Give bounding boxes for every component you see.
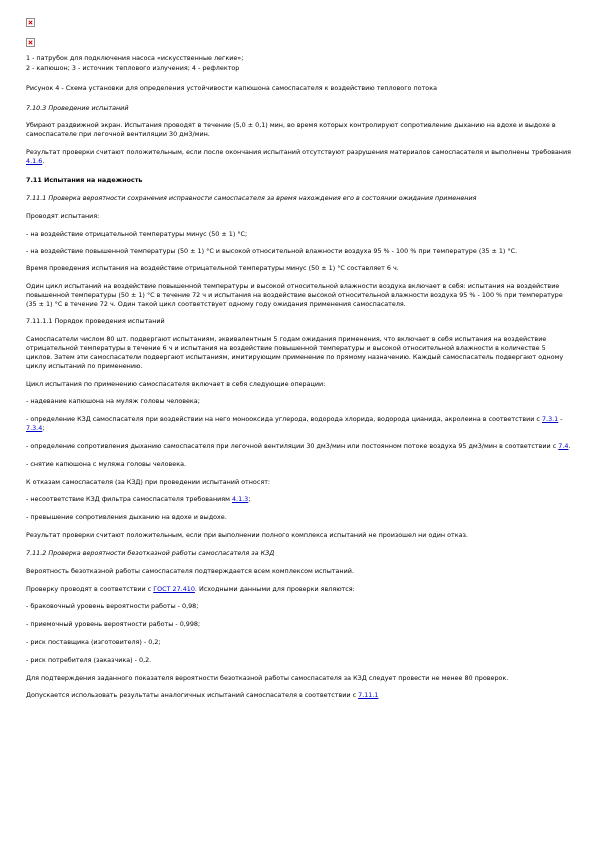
paragraph-text: Проверку проводят в соответствии с <box>26 585 154 593</box>
list-item <box>26 442 571 451</box>
link-7-11-1[interactable]: 7.11.1 <box>358 691 379 699</box>
link-4-1-3[interactable]: 4.1.3 <box>231 495 249 503</box>
paragraph-text: . <box>42 157 45 165</box>
list-item <box>26 415 571 433</box>
broken-image-icon <box>26 38 35 47</box>
list-item-text: - <box>558 415 563 423</box>
list-item-text: - несоответствие КЗД фильтра самоспасателя требованиям <box>26 495 232 503</box>
link-7-3-1[interactable]: 7.3.1 <box>541 415 559 423</box>
section-heading-7-11-2: 7.11.2 Проверка вероятности безотказной работы самоспасателя за КЗД <box>26 549 275 557</box>
paragraph: Время проведения испытания на воздействие отрицательной температуры минус (50 ± 1) °С составляет 6 ч. <box>26 264 399 272</box>
paragraph: Вероятность безотказной работы самоспасателя подтверждается всем комплексом испытаний. <box>26 567 354 575</box>
section-heading-7-10-3: 7.10.3 Проведение испытаний <box>26 104 129 112</box>
broken-image-icon <box>26 18 35 27</box>
paragraph <box>26 585 571 594</box>
list-item-text: - определение сопротивления дыханию самоспасателя при легочной вентиляции 30 дм3/мин или постоянном потоке воздуха 95 дм3/мин в соответствии с <box>26 442 559 450</box>
list-item: - надевание капюшона на муляж головы человека; <box>26 397 200 405</box>
paragraph <box>26 148 571 166</box>
paragraph-text: . Исходными данными для проверки являются: <box>194 585 355 593</box>
figure-caption-line2: 2 - капюшон; 3 - источник теплового излучения; 4 - рефлектор <box>26 64 240 72</box>
paragraph-text: Результат проверки считают положительным, если после окончания испытаний отсутствуют разрушения материалов самоспасателя и выполнены требования <box>26 148 571 156</box>
paragraph: Самоспасатели числом 80 шт. подвергают испытаниям, эквивалентным 5 годам ожидания применения, что включает в себя испытания на воздействие отрицательной температуры в течение 6 ч и испытания на воздействие повышенной температуры и высокой относительной влажности в количестве 5 циклов. Затем эти самоспасатели подвергают испытаниям, имитирующим применение по прямому назначению. Каждый самоспасатель подвергают одному циклу испытаний по применению. <box>26 335 564 370</box>
paragraph: Для подтверждения заданного показателя вероятности безотказной работы самоспасателя за КЗД следует провести не менее 80 проверок. <box>26 674 509 682</box>
figure-caption-line1: 1 - патрубок для подключения насоса «искусственные легкие»; <box>26 54 244 62</box>
list-item: - снятие капюшона с муляжа головы человека. <box>26 460 187 468</box>
list-item: - риск потребителя (заказчика) - 0,2. <box>26 656 152 664</box>
list-item: - приемочный уровень вероятности работы - 0,998; <box>26 620 201 628</box>
paragraph: Проводят испытания: <box>26 212 100 220</box>
list-item-text: ; <box>248 495 251 503</box>
paragraph: К отказам самоспасателя (за КЗД) при проведении испытаний относят: <box>26 478 271 486</box>
list-item-text: ; <box>42 424 45 432</box>
paragraph: Убирают раздвижной экран. Испытания проводят в течение (5,0 ± 0,1) мин, во время которых контролируют сопротивление дыханию на вдохе и выдохе в самоспасателе при легочной вентиляции 30 дм3/мин. <box>26 121 556 138</box>
list-item <box>26 495 571 504</box>
section-heading-7-11-1-1: 7.11.1.1 Порядок проведения испытаний <box>26 317 165 325</box>
link-7-3-4[interactable]: 7.3.4 <box>26 424 43 432</box>
list-item: - на воздействие повышенной температуры (50 ± 1) °С и высокой относительной влажности воздуха 95 % - 100 % при температуре (35 ± 1) °С. <box>26 247 518 255</box>
list-item: - браковочный уровень вероятности работы - 0,98; <box>26 602 199 610</box>
list-item: - превышение сопротивления дыханию на вдохе и выдохе. <box>26 513 227 521</box>
paragraph-text: Допускается использовать результаты аналогичных испытаний самоспасателя в соответствии с <box>26 691 359 699</box>
section-heading-7-11-1: 7.11.1 Проверка вероятности сохранения исправности самоспасателя за время нахождения его в состоянии ожидания применения <box>26 194 477 202</box>
paragraph: Результат проверки считают положительным, если при выполнении полного комплекса испытаний не произошел ни один отказ. <box>26 531 468 539</box>
link-7-4[interactable]: 7.4 <box>558 442 569 450</box>
paragraph: Один цикл испытаний на воздействие повышенной температуры и высокой относительной влажности воздуха включает в себя: испытания на воздействие повышенной температуры (50 ± 1) °С в течение 72 ч и испытания на воздействие высокой относительной влажности воздуха 95 % - 100 % при температуре (35 ± 1) °С в течение 72 ч. Один такой цикл соответствует одному году ожидания применения самоспасателя. <box>26 282 563 308</box>
list-item: - на воздействие отрицательной температуры минус (50 ± 1) °С; <box>26 230 248 238</box>
figure-title: Рисунок 4 - Схема установки для определения устойчивости капюшона самоспасателя к воздействию теплового потока <box>26 84 437 92</box>
document-page <box>26 14 571 700</box>
section-heading-7-11: 7.11 Испытания на надежность <box>26 176 143 184</box>
link-4-1-6[interactable]: 4.1.6 <box>26 157 43 165</box>
list-item: - риск поставщика (изготовителя) - 0,2; <box>26 638 161 646</box>
paragraph <box>26 691 571 700</box>
list-item-text: . <box>568 442 571 450</box>
list-item-text: - определение КЗД самоспасателя при воздействии на него монооксида углерода, водорода хлорида, водорода цианида, акролеина в соответствии с <box>26 415 542 423</box>
link-gost-27-410[interactable]: ГОСТ 27.410 <box>153 585 195 593</box>
paragraph: Цикл испытания по применению самоспасателя включает в себя следующие операции: <box>26 380 326 388</box>
